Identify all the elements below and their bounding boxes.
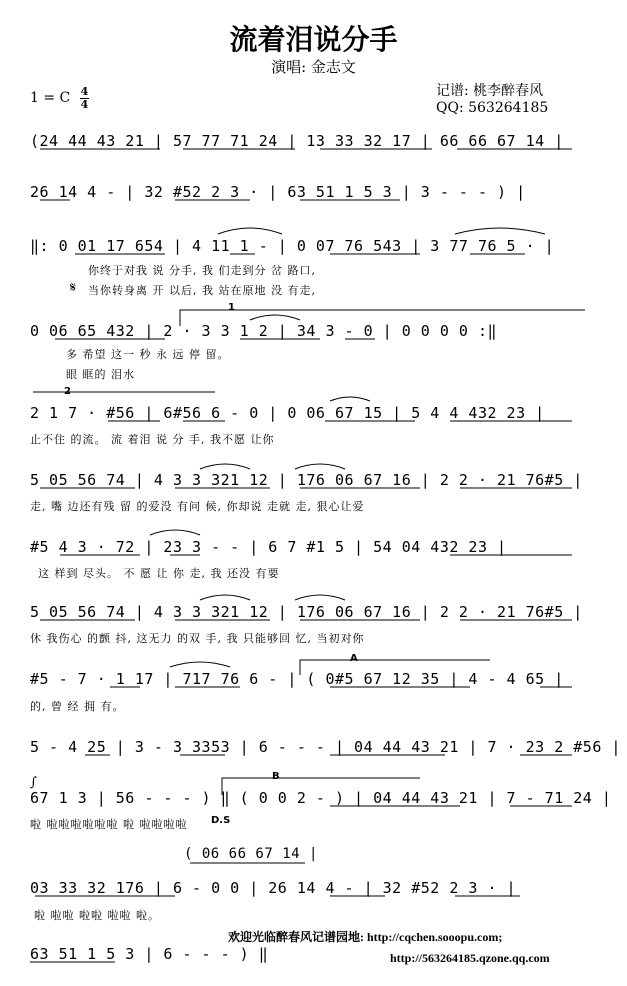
footer-website: 欢迎光临醉春风记谱园地: http://cqchen.sooopu.com;	[228, 930, 503, 944]
section-b-bracket	[222, 778, 420, 795]
key-signature: 1 = C	[30, 90, 71, 106]
music-row-6: 5 05 56 74 | 4 3 3 321 12 | 176 06 67 16 | 2 2 · 21 76#5 |	[30, 471, 583, 489]
lyric-row-8: 休 我伤心 的颤 抖, 这无力 的双 手, 我 只能够回 忆, 当初对你	[30, 632, 365, 645]
music-row-7: #5 4 3 · 72 | 23 3 - - | 6 7 #1 5 | 54 04 432 23 |	[30, 538, 507, 556]
ds-mark: D.S	[211, 815, 231, 826]
music-row-2: 26 14 4 - | 32 #52 2 3 · | 63 51 1 5 3 | 3 - - - ) |	[30, 183, 526, 201]
music-row-11: 67 1 3 | 56 - - - ) ‖ ( 0 0 2 - ) | 04 44 43 21 | 7 - 71 24 |	[30, 789, 612, 807]
music-row-9: #5 - 7 · 1 17 | 717 76 6 - | ( 0#5 67 12 35 | 4 - 4 65 |	[30, 670, 564, 688]
music-row-alt: ( 06 66 67 14 |	[184, 846, 318, 862]
slur	[170, 662, 230, 667]
lyric-row-3a: 你终于对我 说 分手, 我 们走到分 岔 路口,	[88, 264, 316, 277]
volta-1-bracket	[180, 310, 585, 326]
music-row-10: 5 - 4 25 | 3 - 3 3353 | 6 - - - | 04 44 43 21 | 7 · 23 2 #56 |	[30, 738, 621, 756]
song-title: 流着泪说分手	[229, 23, 398, 56]
slur	[295, 464, 345, 469]
slur	[295, 595, 345, 600]
meter-top: 4	[80, 85, 89, 98]
section-a-bracket	[300, 660, 490, 675]
section-a-label: A	[350, 653, 358, 664]
volta-1-label: 1	[228, 302, 235, 313]
singer-credit: 演唱: 金志文	[271, 58, 356, 76]
music-row-4: 0 06 65 432 | 2 · 3 3 1 2 | 34 3 - 0 | 0 0 0 0 :‖	[30, 322, 498, 340]
slur	[150, 530, 200, 535]
slur	[250, 315, 300, 320]
lyric-row-9: 的, 曾 经 拥 有。	[30, 700, 125, 713]
section-b-label: B	[272, 771, 280, 782]
notation-credit: 记谱: 桃李醉春风	[436, 83, 544, 99]
music-row-3: ‖: 0 01 17 654 | 4 11 1 - | 0 07 76 543 | 3 77 76 5 · |	[30, 237, 555, 255]
lyric-row-3b: 当你转身离 开 以后, 我 站在原地 没 有走,	[88, 284, 316, 297]
slur	[455, 228, 545, 234]
volta-2-label: 2	[64, 386, 71, 397]
lyric-row-6: 走, 嘴 边还有残 留 的爱没 有问 候, 你却说 走就 走, 狠心让爱	[30, 500, 365, 513]
lyric-row-12: 啦 啦啦 啦啦 啦啦 啦。	[34, 909, 160, 922]
qq-number: QQ: 563264185	[436, 100, 549, 116]
music-row-13: 63 51 1 5 3 | 6 - - - ) ‖	[30, 945, 269, 963]
music-row-12: 03 33 32 176 | 6 - 0 0 | 26 14 4 - | 32 #52 2 3 · |	[30, 879, 517, 897]
slur	[330, 397, 370, 401]
lyric-row-5: 止不住 的流。 流 着泪 说 分 手, 我不愿 让你	[30, 433, 275, 446]
lyric-row-7: 这 样到 尽头。 不 愿 让 你 走, 我 还没 有要	[38, 567, 280, 580]
music-row-5: 2 1 7 · #56 | 6#56 6 - 0 | 0 06 67 15 | 5 4 4 432 23 |	[30, 404, 545, 422]
lyric-row-4a: 多 希望 这一 秒 永 远 停 留。	[66, 348, 230, 361]
lyric-row-4b: 眼 眶的 泪水	[66, 368, 135, 381]
slur	[200, 464, 250, 469]
lyric-row-11: 啦 啦啦啦啦啦啦 啦 啦啦啦啦	[30, 818, 188, 831]
footer-qzone: http://563264185.qzone.qq.com	[390, 951, 550, 965]
meter-bottom: 4	[80, 98, 89, 111]
slur	[218, 228, 282, 234]
gliss-mark: ∫	[30, 775, 37, 790]
segno-sign: 𝄋	[70, 280, 77, 296]
music-row-1: (24 44 43 21 | 57 77 71 24 | 13 33 32 17 | 66 66 67 14 |	[30, 132, 564, 150]
slur	[200, 595, 250, 600]
music-row-8: 5 05 56 74 | 4 3 3 321 12 | 176 06 67 16 | 2 2 · 21 76#5 |	[30, 603, 583, 621]
